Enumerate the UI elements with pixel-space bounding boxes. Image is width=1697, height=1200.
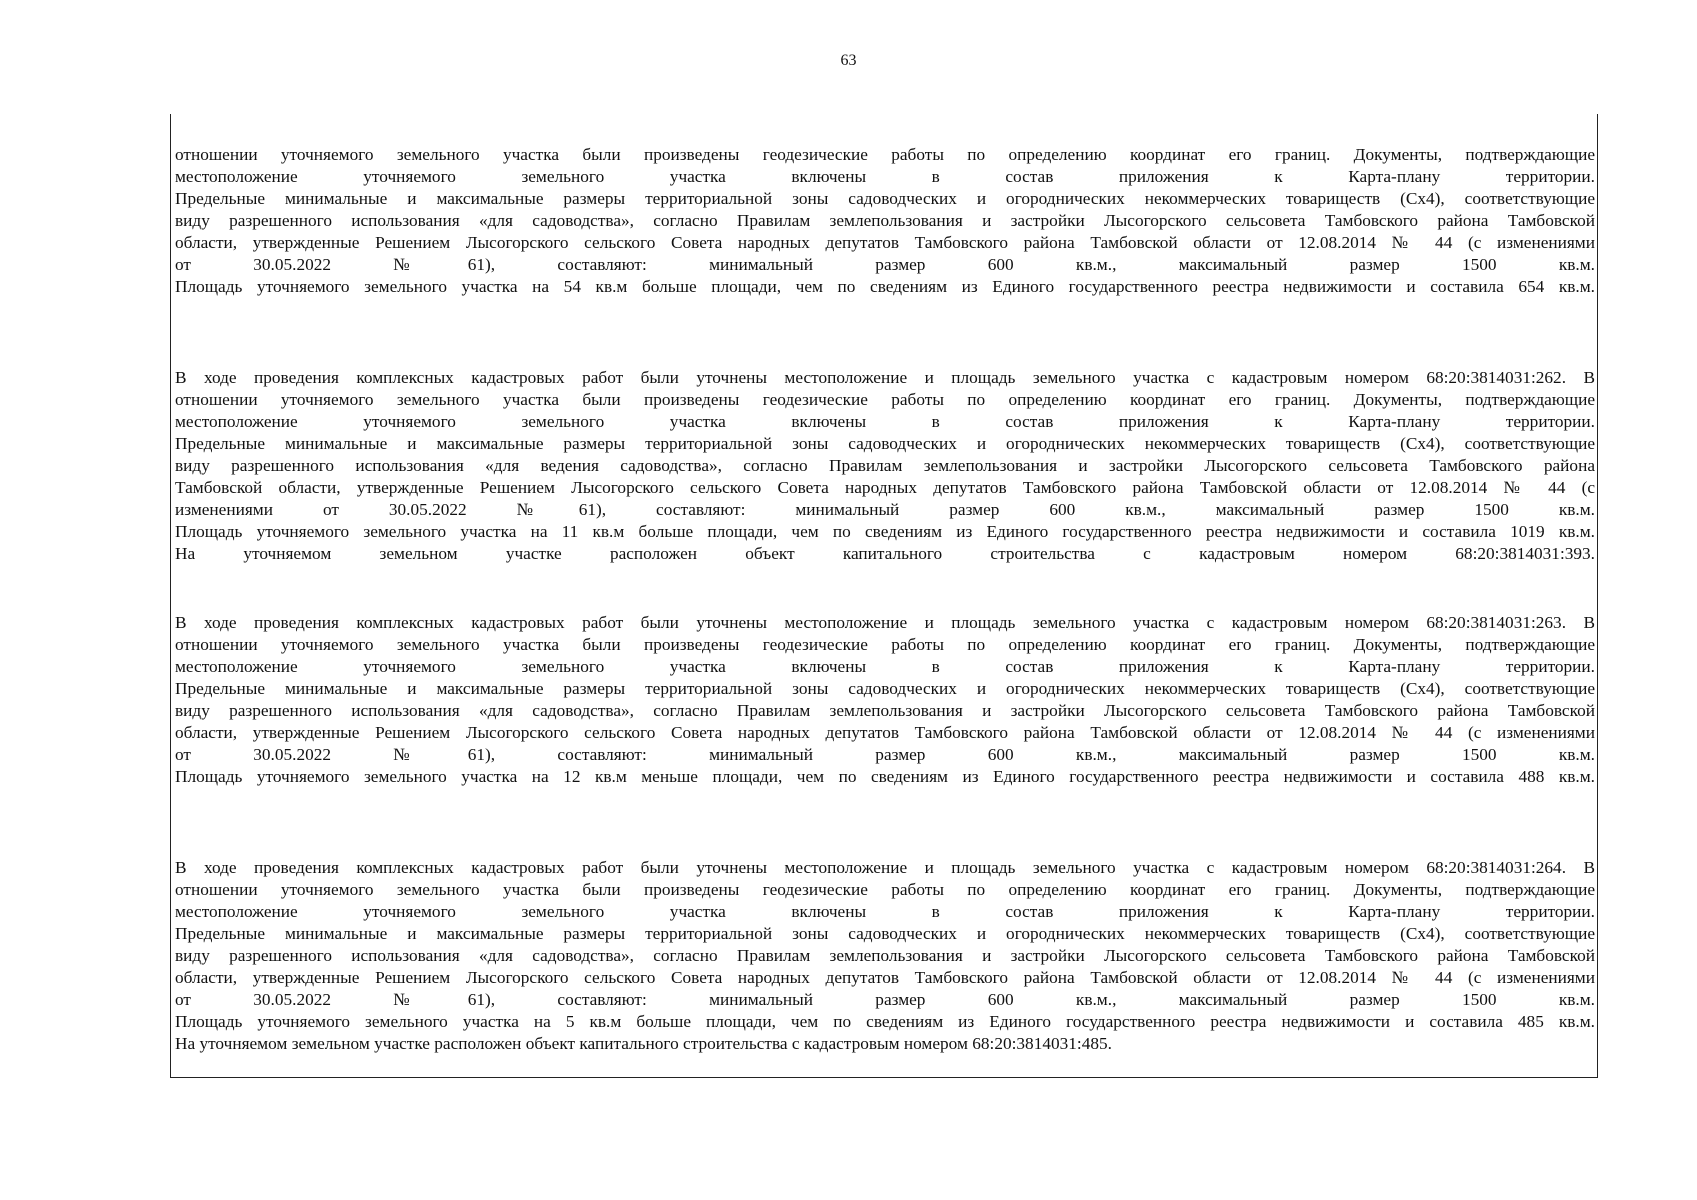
paragraph-parcel-263 (175, 612, 1595, 788)
text-line: Предельные минимальные и максимальные размеры территориальной зоны садоводческих и огороднических некоммерческих товариществ (Сх4), соответствующие (175, 924, 1595, 943)
text-line: местоположение уточняемого земельного участка включены в состав приложения к Карта-плану территории. (175, 167, 1595, 186)
text-line: В ходе проведения комплексных кадастровых работ были уточнены местоположение и площадь земельного участка с кадастровым номером 68:20:3814031:262. В (175, 368, 1595, 387)
text-line: В ходе проведения комплексных кадастровых работ были уточнены местоположение и площадь земельного участка с кадастровым номером 68:20:3814031:264. В (175, 858, 1595, 877)
text-line: Площадь уточняемого земельного участка на 11 кв.м больше площади, чем по сведениям из Единого государственного реестра недвижимости и составила 1019 кв.м. (175, 522, 1595, 541)
text-line: от 30.05.2022 №61), составляют: минимальный размер 600 кв.м., максимальный размер 1500 кв.м. (175, 255, 1595, 274)
text-line: отношении уточняемого земельного участка были произведены геодезические работы по определению координат его границ. Документы, подтверждающие (175, 145, 1595, 164)
text-line: области, утвержденные Решением Лысогорского сельского Совета народных депутатов Тамбовского района Тамбовской области от 12.08.2014 № 44 (с изменениями (175, 968, 1595, 987)
text-line: изменениями от 30.05.2022 №61), составляют: минимальный размер 600 кв.м., максимальный размер 1500 кв.м. (175, 500, 1595, 519)
text-line: виду разрешенного использования «для ведения садоводства», согласно Правилам землепользования и застройки Лысогорского сельсовета Тамбовского района (175, 456, 1595, 475)
text-line: от 30.05.2022 №61), составляют: минимальный размер 600 кв.м., максимальный размер 1500 кв.м. (175, 745, 1595, 764)
text-line: отношении уточняемого земельного участка были произведены геодезические работы по определению координат его границ. Документы, подтверждающие (175, 880, 1595, 899)
paragraph-parcel-prev (175, 144, 1595, 298)
text-line: В ходе проведения комплексных кадастровых работ были уточнены местоположение и площадь земельного участка с кадастровым номером 68:20:3814031:263. В (175, 613, 1595, 632)
text-line: Предельные минимальные и максимальные размеры территориальной зоны садоводческих и огороднических некоммерческих товариществ (Сх4), соответствующие (175, 189, 1595, 208)
text-line: отношении уточняемого земельного участка были произведены геодезические работы по определению координат его границ. Документы, подтверждающие (175, 635, 1595, 654)
text-line: Предельные минимальные и максимальные размеры территориальной зоны садоводческих и огороднических некоммерческих товариществ (Сх4), соответствующие (175, 679, 1595, 698)
text-line: виду разрешенного использования «для садоводства», согласно Правилам землепользования и застройки Лысогорского сельсовета Тамбовского района Тамбовской (175, 701, 1595, 720)
table-cell-frame (170, 114, 1598, 1078)
text-line: На уточняемом земельном участке расположен объект капитального строительства с кадастровым номером 68:20:3814031:485. (175, 1034, 1112, 1053)
text-line: отношении уточняемого земельного участка были произведены геодезические работы по определению координат его границ. Документы, подтверждающие (175, 390, 1595, 409)
text-line: На уточняемом земельном участке расположен объект капитального строительства с кадастровым номером 68:20:3814031:393. (175, 544, 1595, 563)
text-line: области, утвержденные Решением Лысогорского сельского Совета народных депутатов Тамбовского района Тамбовской области от 12.08.2014 № 44 (с изменениями (175, 723, 1595, 742)
paragraph-parcel-262 (175, 367, 1595, 565)
text-line: местоположение уточняемого земельного участка включены в состав приложения к Карта-плану территории. (175, 657, 1595, 676)
paragraph-parcel-264 (175, 857, 1595, 1055)
text-line: виду разрешенного использования «для садоводства», согласно Правилам землепользования и застройки Лысогорского сельсовета Тамбовского района Тамбовской (175, 211, 1595, 230)
text-line: Площадь уточняемого земельного участка на 54 кв.м больше площади, чем по сведениям из Единого государственного реестра недвижимости и составила 654 кв.м. (175, 277, 1595, 296)
text-line: Площадь уточняемого земельного участка на 12 кв.м меньше площади, чем по сведениям из Единого государственного реестра недвижимости и составила 488 кв.м. (175, 767, 1595, 786)
text-line: Площадь уточняемого земельного участка на 5 кв.м больше площади, чем по сведениям из Единого государственного реестра недвижимости и составила 485 кв.м. (175, 1012, 1595, 1031)
text-line: Предельные минимальные и максимальные размеры территориальной зоны садоводческих и огороднических некоммерческих товариществ (Сх4), соответствующие (175, 434, 1595, 453)
text-line: виду разрешенного использования «для садоводства», согласно Правилам землепользования и застройки Лысогорского сельсовета Тамбовского района Тамбовской (175, 946, 1595, 965)
text-line: Тамбовской области, утвержденные Решением Лысогорского сельского Совета народных депутатов Тамбовского района Тамбовской области от 12.08.2014 № 44 (с (175, 478, 1595, 497)
text-line: местоположение уточняемого земельного участка включены в состав приложения к Карта-плану территории. (175, 902, 1595, 921)
text-line: местоположение уточняемого земельного участка включены в состав приложения к Карта-плану территории. (175, 412, 1595, 431)
text-line: от 30.05.2022 №61), составляют: минимальный размер 600 кв.м., максимальный размер 1500 кв.м. (175, 990, 1595, 1009)
page-number: 63 (840, 52, 857, 69)
text-line: области, утвержденные Решением Лысогорского сельского Совета народных депутатов Тамбовского района Тамбовской области от 12.08.2014 № 44 (с изменениями (175, 233, 1595, 252)
